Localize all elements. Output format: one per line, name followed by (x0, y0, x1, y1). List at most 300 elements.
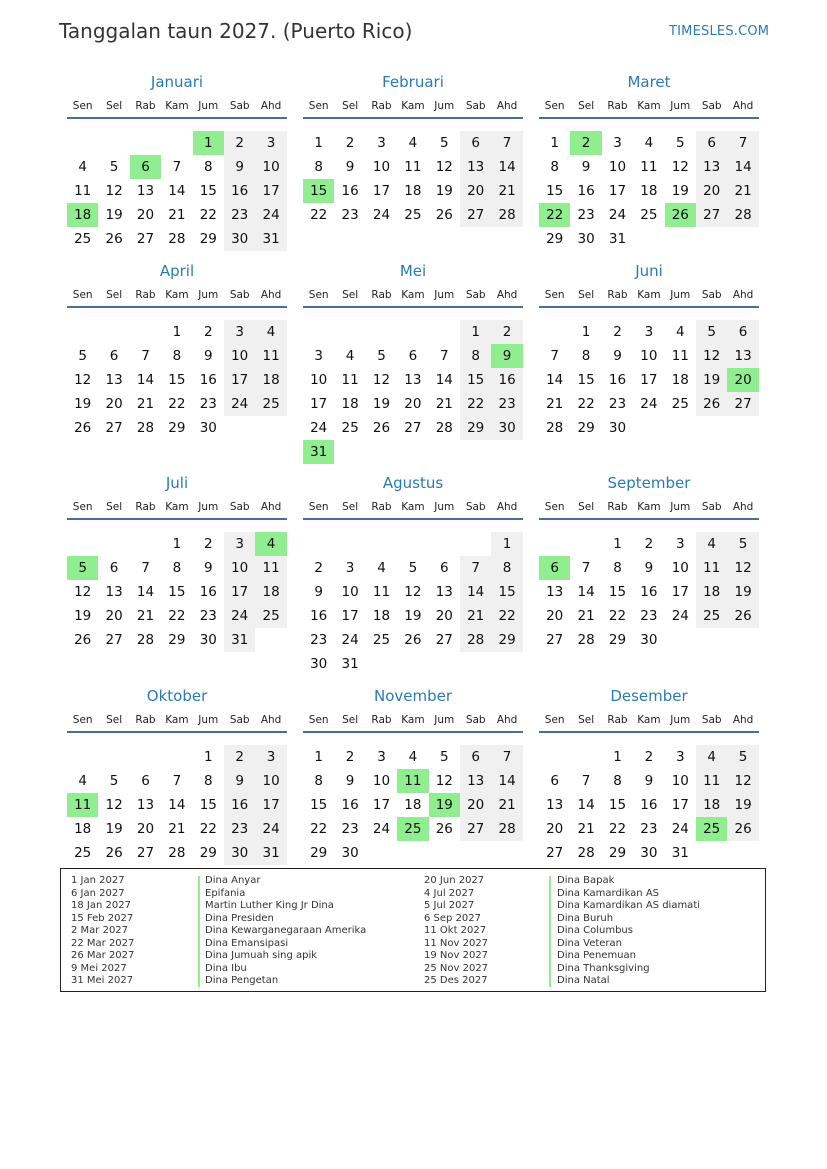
weekday-header: Sab (229, 100, 250, 112)
day-cell: 30 (310, 656, 328, 672)
holiday-legend (60, 868, 766, 992)
day-cell: 25 (74, 845, 92, 861)
day-cell: 2 (613, 324, 622, 340)
legend-date-item: 6 Jan 2027 (71, 887, 125, 899)
weekday-header: Sel (578, 289, 595, 301)
day-cell: 12 (727, 556, 758, 580)
day-cell: 3 (255, 131, 286, 155)
month-header-rule (539, 731, 759, 733)
weekday-header: Sab (465, 289, 486, 301)
day-cell: 4 (78, 159, 87, 175)
legend-date-item: 9 Mei 2027 (71, 962, 127, 974)
legend-name-item: Dina Thanksgiving (557, 962, 650, 974)
day-cell: 29 (460, 416, 491, 440)
day-cell: 22 (577, 396, 595, 412)
day-cell: 22 (199, 821, 217, 837)
day-cell: 29 (310, 845, 328, 861)
legend-date-item: 2 Mar 2027 (71, 925, 129, 936)
weekday-header: Jum (434, 289, 455, 301)
month-name: November (373, 687, 453, 705)
day-cell: 22 (168, 396, 186, 412)
day-cell: 3 (377, 135, 386, 151)
legend-date-item: 5 Jul 2027 (424, 900, 475, 911)
month-header-rule (539, 306, 759, 308)
weekday-header: Sel (578, 714, 595, 726)
day-cell: 8 (203, 773, 213, 789)
day-cell: 15 (577, 372, 595, 388)
day-cell: 9 (581, 159, 591, 175)
weekday-header: Sen (308, 714, 329, 726)
weekday-header: Rab (607, 714, 628, 726)
day-cell: 23 (224, 203, 255, 227)
weekday-header: Kam (165, 289, 189, 301)
day-cell: 20 (136, 821, 155, 837)
day-cell: 26 (727, 604, 758, 628)
day-cell: 25 (671, 396, 689, 412)
legend-date-item: 20 Jun 2027 (424, 875, 485, 886)
day-cell: 11 (341, 372, 359, 388)
day-cell: 11 (74, 183, 92, 199)
day-cell: 7 (727, 131, 758, 155)
day-cell: 5 (109, 159, 119, 175)
weekday-header: Jum (434, 100, 455, 112)
weekday-header: Rab (607, 501, 628, 513)
day-cell: 25 (341, 420, 359, 436)
legend-date-item: 25 Des 2027 (424, 975, 488, 986)
weekday-header: Rab (135, 714, 156, 726)
day-cell: 18 (404, 797, 422, 813)
day-cell: 9 (644, 560, 654, 576)
day-cell: 2 (224, 745, 255, 769)
day-cell: 18 (255, 368, 286, 392)
day-cell: 17 (671, 797, 689, 813)
day-cell: 11 (640, 159, 658, 175)
weekday-header: Ahd (260, 714, 282, 726)
day-cell: 15 (310, 797, 328, 813)
day-cell: 23 (640, 821, 658, 837)
day-cell: 27 (460, 817, 491, 841)
day-cell: 26 (74, 420, 92, 436)
day-cell: 27 (435, 632, 453, 648)
day-cell: 16 (224, 793, 255, 817)
weekday-header: Ahd (732, 714, 754, 726)
day-cell: 27 (546, 632, 564, 648)
day-cell: 7 (141, 560, 150, 576)
weekday-header: Ahd (496, 714, 518, 726)
day-cell: 14 (727, 155, 758, 179)
day-cell: 3 (224, 320, 255, 344)
weekday-header: Rab (135, 289, 156, 301)
day-cell: 7 (491, 745, 522, 769)
day-cell: 27 (404, 420, 422, 436)
weekday-header: Kam (165, 100, 189, 112)
day-cell: 9 (224, 155, 255, 179)
day-cell: 14 (577, 797, 595, 813)
day-cell: 22 (460, 392, 491, 416)
weekday-header: Kam (637, 100, 661, 112)
legend-name-item: Dina Buruh (557, 912, 614, 924)
month-header-rule (303, 731, 523, 733)
day-cell: 8 (613, 773, 622, 789)
day-cell: 3 (675, 749, 685, 765)
day-cell: 1 (314, 749, 323, 765)
day-cell: 28 (460, 628, 491, 652)
day-cell: 26 (74, 632, 92, 648)
day-cell: 8 (491, 556, 522, 580)
legend-name-item: Dina Presiden (205, 912, 274, 924)
day-cell: 19 (372, 396, 391, 412)
day-cell: 25 (640, 207, 658, 223)
weekday-header: Jum (434, 714, 455, 726)
day-cell: 15 (199, 183, 217, 199)
legend-name-item: Dina Kamardikan AS (557, 887, 660, 899)
day-cell: 5 (109, 773, 119, 789)
legend-date-item: 11 Nov 2027 (424, 937, 489, 949)
day-cell: 25 (74, 231, 92, 247)
weekday-header: Sen (72, 501, 93, 513)
weekday-header: Sel (106, 289, 123, 301)
legend-date-item: 6 Sep 2027 (424, 912, 482, 924)
legend-right-dates (424, 875, 488, 988)
weekday-header: Rab (371, 100, 392, 112)
month-header-rule (67, 117, 287, 119)
day-cell: 25 (255, 392, 286, 416)
day-cell: 26 (435, 821, 453, 837)
day-cell: 2 (314, 560, 323, 576)
day-cell: 21 (435, 396, 453, 412)
day-cell: 3 (613, 135, 622, 151)
day-cell: 2 (644, 536, 654, 552)
legend-name-item: Dina Penemuan (557, 950, 636, 961)
weekday-header: Kam (165, 501, 189, 513)
legend-date-item: 15 Feb 2027 (71, 912, 134, 924)
day-cell: 17 (671, 584, 689, 600)
day-cell: 17 (310, 396, 328, 412)
day-cell: 8 (172, 560, 182, 576)
day-cell: 16 (640, 584, 658, 600)
day-cell: 10 (224, 556, 255, 580)
day-cell: 24 (224, 604, 255, 628)
day-cell: 5 (377, 348, 386, 364)
day-cell: 21 (136, 608, 155, 624)
weekday-header: Kam (401, 100, 425, 112)
day-cell: 29 (199, 845, 217, 861)
weekday-header: Jum (198, 289, 219, 301)
day-cell: 5 (439, 749, 449, 765)
day-cell: 26 (105, 845, 123, 861)
day-cell: 16 (341, 183, 359, 199)
day-cell: 27 (105, 420, 123, 436)
day-cell: 21 (168, 821, 186, 837)
day-cell: 2 (345, 135, 355, 151)
weekday-header: Rab (607, 289, 628, 301)
month-name: Maret (627, 73, 671, 91)
holiday-day-cell: 18 (67, 203, 98, 227)
day-cell: 17 (224, 580, 255, 604)
day-cell: 7 (141, 348, 150, 364)
legend-name-item: Dina Kamardikan AS diamati (557, 900, 701, 911)
day-cell: 11 (404, 159, 422, 175)
day-cell: 18 (671, 372, 689, 388)
day-cell: 4 (377, 560, 386, 576)
day-cell: 1 (314, 135, 323, 151)
day-cell: 21 (577, 821, 595, 837)
day-cell: 12 (404, 584, 422, 600)
holiday-day-cell: 15 (303, 179, 334, 203)
weekday-header: Kam (401, 289, 425, 301)
day-cell: 16 (491, 368, 522, 392)
day-cell: 11 (696, 556, 727, 580)
weekday-header: Sen (308, 289, 329, 301)
legend-name-item: Dina Veteran (557, 937, 622, 949)
legend-name-item: Dina Emansipasi (205, 937, 289, 949)
day-cell: 10 (224, 344, 255, 368)
day-cell: 27 (696, 203, 727, 227)
holiday-day-cell: 5 (67, 556, 98, 580)
day-cell: 1 (172, 536, 182, 552)
weekday-header: Kam (637, 501, 661, 513)
day-cell: 18 (341, 396, 359, 412)
day-cell: 20 (404, 396, 422, 412)
weekday-header: Ahd (732, 289, 754, 301)
holiday-day-cell: 9 (491, 344, 522, 368)
month-name: April (159, 262, 195, 280)
weekday-header: Jum (198, 501, 219, 513)
legend-name-item: Dina Bapak (557, 875, 615, 886)
day-cell: 9 (314, 584, 323, 600)
day-cell: 20 (460, 793, 491, 817)
day-cell: 22 (491, 604, 522, 628)
day-cell: 2 (644, 749, 654, 765)
day-cell: 20 (136, 207, 155, 223)
day-cell: 20 (460, 179, 491, 203)
day-cell: 9 (224, 769, 255, 793)
day-cell: 6 (109, 348, 119, 364)
day-cell: 14 (491, 769, 522, 793)
day-cell: 27 (105, 632, 123, 648)
day-cell: 19 (671, 183, 689, 199)
day-cell: 12 (435, 773, 453, 789)
day-cell: 20 (696, 179, 727, 203)
weekday-header: Kam (637, 289, 661, 301)
day-cell: 27 (546, 845, 564, 861)
day-cell: 10 (341, 584, 359, 600)
weekday-header: Rab (607, 100, 628, 112)
day-cell: 20 (105, 608, 123, 624)
weekday-header: Ahd (260, 289, 282, 301)
day-cell: 29 (199, 231, 217, 247)
holiday-day-cell: 26 (665, 203, 696, 227)
legend-date-item: 31 Mei 2027 (71, 975, 134, 986)
day-cell: 16 (199, 584, 217, 600)
day-cell: 5 (675, 135, 685, 151)
day-cell: 24 (372, 207, 391, 223)
weekday-header: Sel (578, 100, 595, 112)
day-cell: 13 (404, 372, 422, 388)
day-cell: 15 (168, 372, 186, 388)
day-cell: 13 (435, 584, 453, 600)
weekday-header: Sen (544, 501, 565, 513)
day-cell: 15 (460, 368, 491, 392)
day-cell: 30 (608, 420, 627, 436)
day-cell: 30 (640, 632, 658, 648)
day-cell: 6 (550, 773, 559, 789)
day-cell: 7 (460, 556, 491, 580)
weekday-header: Sen (308, 501, 329, 513)
day-cell: 13 (105, 372, 123, 388)
holiday-day-cell: 25 (397, 817, 428, 841)
day-cell: 29 (491, 628, 522, 652)
site-brand-link[interactable]: TIMESLES.COM (669, 24, 770, 39)
weekday-header: Sen (308, 100, 329, 112)
day-cell: 24 (341, 632, 359, 648)
weekday-header: Kam (401, 501, 425, 513)
month-header-rule (67, 731, 287, 733)
day-cell: 23 (310, 632, 328, 648)
day-cell: 2 (203, 536, 213, 552)
day-cell: 23 (199, 608, 217, 624)
day-cell: 17 (255, 793, 286, 817)
weekday-header: Sab (701, 714, 722, 726)
day-cell: 16 (224, 179, 255, 203)
day-cell: 13 (546, 797, 564, 813)
day-cell: 10 (671, 773, 689, 789)
day-cell: 6 (696, 131, 727, 155)
weekday-header: Jum (670, 714, 691, 726)
weekday-header: Sel (106, 714, 123, 726)
day-cell: 17 (341, 608, 359, 624)
day-cell: 24 (608, 207, 627, 223)
day-cell: 27 (136, 231, 155, 247)
day-cell: 15 (168, 584, 186, 600)
weekday-header: Sab (229, 289, 250, 301)
day-cell: 18 (404, 183, 422, 199)
day-cell: 16 (577, 183, 595, 199)
legend-name-item: Dina Pengetan (205, 975, 279, 986)
day-cell: 6 (408, 348, 418, 364)
day-cell: 14 (435, 372, 453, 388)
legend-name-item: Dina Jumuah sing apik (205, 950, 318, 961)
day-cell: 24 (671, 608, 689, 624)
day-cell: 12 (696, 344, 727, 368)
weekday-header: Sen (544, 289, 565, 301)
day-cell: 19 (74, 608, 92, 624)
weekday-header: Sab (465, 501, 486, 513)
day-cell: 28 (546, 420, 564, 436)
weekday-header: Ahd (496, 501, 518, 513)
day-cell: 30 (577, 231, 595, 247)
day-cell: 21 (546, 396, 564, 412)
day-cell: 16 (310, 608, 328, 624)
weekday-header: Jum (670, 100, 691, 112)
day-cell: 30 (199, 420, 217, 436)
day-cell: 24 (224, 392, 255, 416)
holiday-day-cell: 6 (539, 556, 570, 580)
day-cell: 1 (460, 320, 491, 344)
day-cell: 31 (255, 227, 286, 251)
month-name: Desember (610, 687, 688, 705)
day-cell: 6 (141, 773, 150, 789)
day-cell: 15 (491, 580, 522, 604)
day-cell: 14 (136, 372, 155, 388)
day-cell: 14 (168, 183, 186, 199)
day-cell: 19 (74, 396, 92, 412)
day-cell: 7 (172, 773, 182, 789)
day-cell: 10 (372, 159, 391, 175)
day-cell: 8 (203, 159, 213, 175)
day-cell: 25 (696, 604, 727, 628)
day-cell: 19 (727, 580, 758, 604)
weekday-header: Ahd (732, 100, 754, 112)
weekday-header: Sab (701, 501, 722, 513)
day-cell: 1 (581, 324, 591, 340)
month-header-rule (303, 117, 523, 119)
day-cell: 6 (727, 320, 758, 344)
day-cell: 28 (136, 632, 155, 648)
weekday-header: Sen (72, 100, 93, 112)
month-header-rule (539, 518, 759, 520)
day-cell: 9 (203, 348, 213, 364)
day-cell: 5 (727, 745, 758, 769)
day-cell: 21 (491, 793, 522, 817)
day-cell: 28 (727, 203, 758, 227)
day-cell: 26 (105, 231, 123, 247)
day-cell: 8 (613, 560, 622, 576)
day-cell: 15 (546, 183, 564, 199)
day-cell: 23 (491, 392, 522, 416)
weekday-header: Sen (72, 714, 93, 726)
day-cell: 5 (439, 135, 449, 151)
month-name: Juli (165, 474, 189, 492)
day-cell: 10 (372, 773, 391, 789)
day-cell: 4 (78, 773, 87, 789)
day-cell: 12 (74, 372, 92, 388)
weekday-header: Sel (342, 501, 359, 513)
holiday-day-cell: 4 (255, 532, 286, 556)
day-cell: 8 (550, 159, 559, 175)
day-cell: 4 (345, 348, 355, 364)
holiday-day-cell: 1 (193, 131, 224, 155)
day-cell: 2 (491, 320, 522, 344)
month-header-rule (303, 518, 523, 520)
day-cell: 23 (640, 608, 658, 624)
legend-date-item: 22 Mar 2027 (71, 937, 135, 949)
day-cell: 13 (460, 769, 491, 793)
day-cell: 24 (255, 817, 286, 841)
day-cell: 9 (613, 348, 622, 364)
day-cell: 13 (460, 155, 491, 179)
weekday-header: Rab (135, 501, 156, 513)
day-cell: 19 (105, 207, 123, 223)
holiday-day-cell: 25 (696, 817, 727, 841)
weekday-header: Sel (578, 501, 595, 513)
legend-date-item: 11 Okt 2027 (424, 925, 487, 936)
day-cell: 26 (727, 817, 758, 841)
legend-name-item: Martin Luther King Jr Dina (205, 900, 334, 911)
day-cell: 11 (696, 769, 727, 793)
legend-left-names (205, 875, 366, 988)
day-cell: 1 (203, 749, 213, 765)
day-cell: 24 (671, 821, 689, 837)
day-cell: 14 (460, 580, 491, 604)
day-cell: 14 (136, 584, 155, 600)
weekday-header: Sel (106, 501, 123, 513)
legend-name-item: Dina Kewarganegaraan Amerika (205, 925, 367, 936)
month-header-rule (67, 518, 287, 520)
legend-right-names (557, 875, 700, 988)
weekday-header: Rab (371, 289, 392, 301)
day-cell: 7 (581, 773, 591, 789)
